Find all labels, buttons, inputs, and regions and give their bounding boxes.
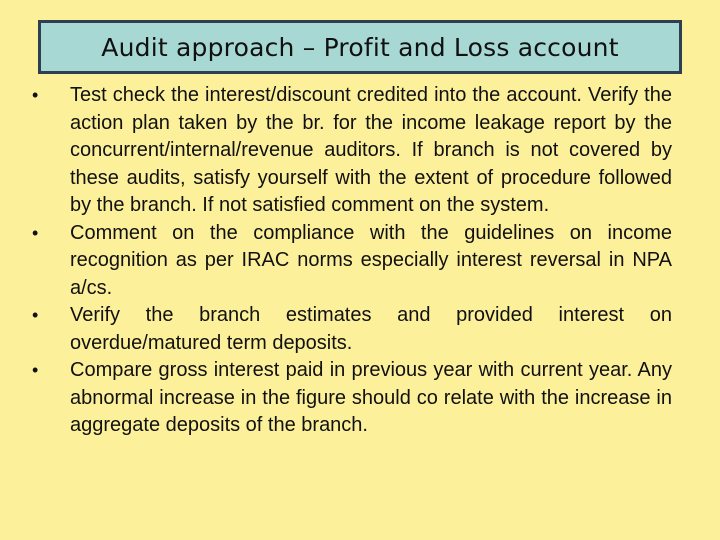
- bullet-text: Test check the interest/discount credited into the account. Verify the action plan taken by the br. for the income leakage report by the concurrent/internal/revenue auditors. If branch is not covered by these audits, satisfy yourself with the extent of procedure followed by the branch. If not satisfied comment on the system.: [70, 84, 672, 216]
- bullet-item-irac-compliance: [28, 220, 672, 303]
- bullet-text: Verify the branch estimates and provided interest on overdue/matured term deposits.: [70, 304, 672, 354]
- bullet-item-gross-interest: [28, 357, 672, 440]
- bullet-text: Comment on the compliance with the guidelines on income recognition as per IRAC norms especially interest reversal in NPA a/cs.: [70, 221, 672, 299]
- bullet-item-branch-estimates: [28, 302, 672, 357]
- bullet-item-interest-check: [28, 82, 672, 220]
- bullet-text: Compare gross interest paid in previous year with current year. Any abnormal increase in the figure should co relate with the increase in aggregate deposits of the branch.: [70, 359, 672, 436]
- bullet-icon: •: [32, 305, 39, 325]
- bullet-icon: •: [32, 360, 39, 380]
- bullet-icon: •: [32, 222, 39, 243]
- bullet-icon: •: [32, 85, 39, 105]
- slide-title-box: [38, 20, 682, 74]
- bullet-list: [28, 82, 672, 440]
- slide-title: Audit approach – Profit and Loss account: [101, 32, 619, 62]
